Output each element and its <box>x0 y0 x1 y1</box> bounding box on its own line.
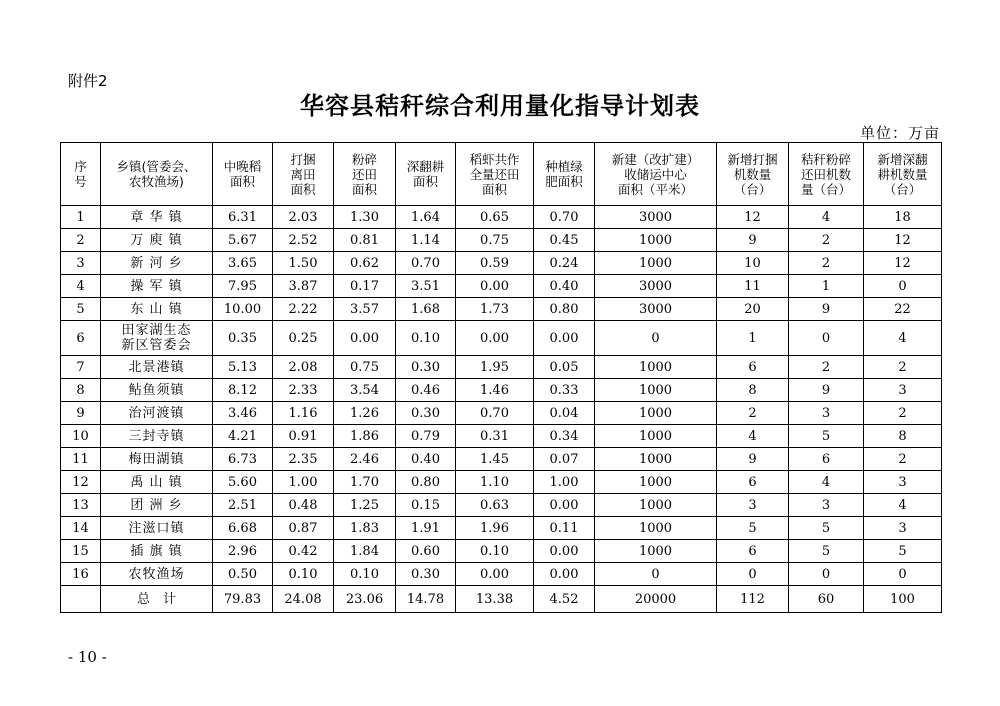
cell-deep-plough-area: 0.30 <box>396 563 456 586</box>
cell-rice-area: 2.51 <box>213 494 273 517</box>
total-town: 总 计 <box>101 586 213 613</box>
cell-deep-plough-area: 0.30 <box>396 356 456 379</box>
cell-rice-shrimp-area: 0.00 <box>456 321 534 356</box>
cell-rice-area: 8.12 <box>213 379 273 402</box>
cell-green-manure-area: 0.80 <box>534 298 595 321</box>
cell-deep-plough-area: 0.46 <box>396 379 456 402</box>
cell-town: 万 庾 镇 <box>101 229 213 252</box>
cell-town: 禹 山 镇 <box>101 471 213 494</box>
cell-crush-area: 1.86 <box>334 425 396 448</box>
cell-crusher-count: 4 <box>789 471 864 494</box>
header-plough-count: 新增深翻 耕机数量 （台） <box>864 143 942 206</box>
cell-baler-count: 12 <box>717 206 789 229</box>
cell-green-manure-area: 0.00 <box>534 321 595 356</box>
cell-town: 东 山 镇 <box>101 298 213 321</box>
cell-town: 插 旗 镇 <box>101 540 213 563</box>
cell-town: 农牧渔场 <box>101 563 213 586</box>
cell-crush-area: 3.57 <box>334 298 396 321</box>
cell-baler-count: 9 <box>717 229 789 252</box>
cell-baler-count: 9 <box>717 448 789 471</box>
total-rice-shrimp-area: 13.38 <box>456 586 534 613</box>
cell-plough-count: 3 <box>864 471 942 494</box>
cell-baler-count: 6 <box>717 356 789 379</box>
table-row <box>61 356 942 379</box>
cell-plough-count: 2 <box>864 356 942 379</box>
cell-plough-count: 18 <box>864 206 942 229</box>
cell-deep-plough-area: 0.40 <box>396 448 456 471</box>
cell-crush-area: 1.84 <box>334 540 396 563</box>
attachment-label: 附件2 <box>68 72 108 90</box>
page-title: 华容县秸秆综合利用量化指导计划表 <box>300 92 700 120</box>
cell-seq: 5 <box>61 298 101 321</box>
cell-baler-count: 6 <box>717 540 789 563</box>
cell-crush-area: 0.81 <box>334 229 396 252</box>
cell-baler-count: 1 <box>717 321 789 356</box>
cell-green-manure-area: 0.00 <box>534 540 595 563</box>
header-rice-shrimp-area: 稻虾共作 全量还田 面积 <box>456 143 534 206</box>
cell-baler-count: 4 <box>717 425 789 448</box>
cell-storage-center: 1000 <box>595 494 717 517</box>
cell-seq: 8 <box>61 379 101 402</box>
cell-plough-count: 4 <box>864 494 942 517</box>
table-row <box>61 448 942 471</box>
cell-town: 注滋口镇 <box>101 517 213 540</box>
cell-baling-area: 2.08 <box>273 356 334 379</box>
cell-plough-count: 2 <box>864 448 942 471</box>
cell-rice-shrimp-area: 0.00 <box>456 275 534 298</box>
cell-rice-shrimp-area: 0.59 <box>456 252 534 275</box>
table-row <box>61 425 942 448</box>
cell-baling-area: 2.35 <box>273 448 334 471</box>
cell-green-manure-area: 0.70 <box>534 206 595 229</box>
cell-baling-area: 1.16 <box>273 402 334 425</box>
cell-plough-count: 22 <box>864 298 942 321</box>
cell-crush-area: 1.70 <box>334 471 396 494</box>
cell-crush-area: 0.00 <box>334 321 396 356</box>
cell-baler-count: 3 <box>717 494 789 517</box>
cell-rice-shrimp-area: 1.95 <box>456 356 534 379</box>
cell-baling-area: 1.50 <box>273 252 334 275</box>
total-row <box>61 586 942 613</box>
total-green-manure-area: 4.52 <box>534 586 595 613</box>
cell-storage-center: 0 <box>595 563 717 586</box>
cell-baling-area: 2.33 <box>273 379 334 402</box>
cell-rice-area: 3.46 <box>213 402 273 425</box>
cell-deep-plough-area: 1.64 <box>396 206 456 229</box>
cell-crusher-count: 9 <box>789 298 864 321</box>
total-rice-area: 79.83 <box>213 586 273 613</box>
cell-green-manure-area: 1.00 <box>534 471 595 494</box>
cell-crusher-count: 4 <box>789 206 864 229</box>
cell-crush-area: 1.25 <box>334 494 396 517</box>
table-row <box>61 517 942 540</box>
cell-deep-plough-area: 0.15 <box>396 494 456 517</box>
cell-rice-shrimp-area: 0.00 <box>456 563 534 586</box>
cell-deep-plough-area: 0.30 <box>396 402 456 425</box>
table-row <box>61 321 942 356</box>
header-storage-center: 新建（改扩建） 收储运中心 面积（平米） <box>595 143 717 206</box>
cell-rice-area: 6.73 <box>213 448 273 471</box>
cell-baler-count: 0 <box>717 563 789 586</box>
table-row <box>61 252 942 275</box>
cell-green-manure-area: 0.45 <box>534 229 595 252</box>
table-row <box>61 379 942 402</box>
cell-baling-area: 2.03 <box>273 206 334 229</box>
cell-baling-area: 2.22 <box>273 298 334 321</box>
cell-seq: 12 <box>61 471 101 494</box>
cell-seq: 9 <box>61 402 101 425</box>
table-row <box>61 494 942 517</box>
cell-rice-area: 4.21 <box>213 425 273 448</box>
table-row <box>61 298 942 321</box>
cell-crush-area: 2.46 <box>334 448 396 471</box>
cell-storage-center: 1000 <box>595 540 717 563</box>
table-row <box>61 402 942 425</box>
cell-rice-shrimp-area: 0.10 <box>456 540 534 563</box>
cell-plough-count: 8 <box>864 425 942 448</box>
cell-storage-center: 1000 <box>595 402 717 425</box>
cell-seq: 1 <box>61 206 101 229</box>
cell-crush-area: 0.75 <box>334 356 396 379</box>
cell-deep-plough-area: 3.51 <box>396 275 456 298</box>
cell-town: 治河渡镇 <box>101 402 213 425</box>
cell-baling-area: 1.00 <box>273 471 334 494</box>
cell-rice-shrimp-area: 0.63 <box>456 494 534 517</box>
cell-crusher-count: 0 <box>789 321 864 356</box>
cell-rice-shrimp-area: 0.31 <box>456 425 534 448</box>
cell-plough-count: 0 <box>864 275 942 298</box>
cell-seq: 11 <box>61 448 101 471</box>
cell-storage-center: 3000 <box>595 298 717 321</box>
cell-green-manure-area: 0.33 <box>534 379 595 402</box>
header-green-manure-area: 种植绿 肥面积 <box>534 143 595 206</box>
cell-baling-area: 0.91 <box>273 425 334 448</box>
table-row <box>61 540 942 563</box>
cell-seq: 16 <box>61 563 101 586</box>
cell-crusher-count: 5 <box>789 425 864 448</box>
header-crusher-count: 秸秆粉碎 还田机数 量（台） <box>789 143 864 206</box>
cell-rice-area: 2.96 <box>213 540 273 563</box>
cell-rice-area: 6.68 <box>213 517 273 540</box>
cell-green-manure-area: 0.11 <box>534 517 595 540</box>
header-seq: 序 号 <box>61 143 101 206</box>
cell-deep-plough-area: 0.10 <box>396 321 456 356</box>
table-row <box>61 206 942 229</box>
cell-plough-count: 12 <box>864 229 942 252</box>
cell-baling-area: 0.10 <box>273 563 334 586</box>
cell-town: 三封寺镇 <box>101 425 213 448</box>
cell-rice-area: 3.65 <box>213 252 273 275</box>
cell-seq: 6 <box>61 321 101 356</box>
total-baling-area: 24.08 <box>273 586 334 613</box>
cell-rice-area: 10.00 <box>213 298 273 321</box>
cell-crusher-count: 6 <box>789 448 864 471</box>
cell-seq: 2 <box>61 229 101 252</box>
cell-town: 田家湖生态 新区管委会 <box>101 321 213 356</box>
total-seq <box>61 586 101 613</box>
cell-town: 操 军 镇 <box>101 275 213 298</box>
cell-crusher-count: 0 <box>789 563 864 586</box>
cell-rice-area: 6.31 <box>213 206 273 229</box>
cell-crusher-count: 1 <box>789 275 864 298</box>
cell-plough-count: 3 <box>864 517 942 540</box>
cell-crush-area: 0.17 <box>334 275 396 298</box>
cell-green-manure-area: 0.04 <box>534 402 595 425</box>
cell-baler-count: 6 <box>717 471 789 494</box>
header-baler-count: 新增打捆 机数量 （台） <box>717 143 789 206</box>
total-baler-count: 112 <box>717 586 789 613</box>
cell-crusher-count: 3 <box>789 494 864 517</box>
cell-crusher-count: 9 <box>789 379 864 402</box>
cell-plough-count: 2 <box>864 402 942 425</box>
cell-crusher-count: 2 <box>789 229 864 252</box>
total-plough-count: 100 <box>864 586 942 613</box>
cell-baler-count: 5 <box>717 517 789 540</box>
cell-seq: 13 <box>61 494 101 517</box>
cell-crush-area: 1.83 <box>334 517 396 540</box>
total-crush-area: 23.06 <box>334 586 396 613</box>
cell-baling-area: 2.52 <box>273 229 334 252</box>
cell-rice-shrimp-area: 0.65 <box>456 206 534 229</box>
cell-crush-area: 0.10 <box>334 563 396 586</box>
cell-seq: 7 <box>61 356 101 379</box>
cell-storage-center: 3000 <box>595 206 717 229</box>
cell-crusher-count: 5 <box>789 540 864 563</box>
table-row <box>61 275 942 298</box>
cell-baler-count: 2 <box>717 402 789 425</box>
cell-crush-area: 1.30 <box>334 206 396 229</box>
cell-green-manure-area: 0.07 <box>534 448 595 471</box>
cell-green-manure-area: 0.05 <box>534 356 595 379</box>
table-row <box>61 563 942 586</box>
cell-rice-area: 5.13 <box>213 356 273 379</box>
cell-deep-plough-area: 1.14 <box>396 229 456 252</box>
cell-plough-count: 4 <box>864 321 942 356</box>
cell-plough-count: 12 <box>864 252 942 275</box>
cell-crusher-count: 2 <box>789 252 864 275</box>
cell-storage-center: 1000 <box>595 356 717 379</box>
cell-baling-area: 0.48 <box>273 494 334 517</box>
cell-rice-shrimp-area: 1.96 <box>456 517 534 540</box>
cell-town: 章 华 镇 <box>101 206 213 229</box>
cell-deep-plough-area: 1.68 <box>396 298 456 321</box>
cell-crusher-count: 3 <box>789 402 864 425</box>
cell-town: 梅田湖镇 <box>101 448 213 471</box>
cell-rice-shrimp-area: 1.46 <box>456 379 534 402</box>
cell-rice-shrimp-area: 1.10 <box>456 471 534 494</box>
cell-crush-area: 3.54 <box>334 379 396 402</box>
cell-green-manure-area: 0.34 <box>534 425 595 448</box>
cell-crush-area: 1.26 <box>334 402 396 425</box>
cell-rice-area: 0.35 <box>213 321 273 356</box>
unit-label: 单位：万亩 <box>859 124 940 142</box>
cell-rice-area: 5.60 <box>213 471 273 494</box>
cell-green-manure-area: 0.24 <box>534 252 595 275</box>
cell-seq: 14 <box>61 517 101 540</box>
cell-rice-area: 0.50 <box>213 563 273 586</box>
cell-storage-center: 1000 <box>595 229 717 252</box>
cell-plough-count: 0 <box>864 563 942 586</box>
cell-rice-shrimp-area: 1.45 <box>456 448 534 471</box>
total-deep-plough-area: 14.78 <box>396 586 456 613</box>
cell-storage-center: 3000 <box>595 275 717 298</box>
cell-green-manure-area: 0.40 <box>534 275 595 298</box>
table-row <box>61 229 942 252</box>
cell-green-manure-area: 0.00 <box>534 494 595 517</box>
cell-green-manure-area: 0.00 <box>534 563 595 586</box>
cell-storage-center: 1000 <box>595 471 717 494</box>
page-number: - 10 - <box>68 648 107 666</box>
cell-deep-plough-area: 1.91 <box>396 517 456 540</box>
cell-crusher-count: 2 <box>789 356 864 379</box>
cell-deep-plough-area: 0.60 <box>396 540 456 563</box>
cell-seq: 10 <box>61 425 101 448</box>
cell-rice-shrimp-area: 0.70 <box>456 402 534 425</box>
table-row <box>61 471 942 494</box>
cell-storage-center: 1000 <box>595 379 717 402</box>
cell-baler-count: 10 <box>717 252 789 275</box>
header-row <box>61 143 942 206</box>
cell-rice-area: 5.67 <box>213 229 273 252</box>
cell-baling-area: 3.87 <box>273 275 334 298</box>
cell-storage-center: 1000 <box>595 448 717 471</box>
cell-rice-area: 7.95 <box>213 275 273 298</box>
cell-plough-count: 3 <box>864 379 942 402</box>
cell-deep-plough-area: 0.80 <box>396 471 456 494</box>
cell-seq: 3 <box>61 252 101 275</box>
header-rice-area: 中晚稻 面积 <box>213 143 273 206</box>
cell-plough-count: 5 <box>864 540 942 563</box>
cell-storage-center: 1000 <box>595 425 717 448</box>
cell-town: 团 洲 乡 <box>101 494 213 517</box>
header-crush-area: 粉碎 还田 面积 <box>334 143 396 206</box>
cell-town: 北景港镇 <box>101 356 213 379</box>
cell-town: 新 河 乡 <box>101 252 213 275</box>
cell-rice-shrimp-area: 0.75 <box>456 229 534 252</box>
cell-baling-area: 0.42 <box>273 540 334 563</box>
total-crusher-count: 60 <box>789 586 864 613</box>
cell-town: 鲇鱼须镇 <box>101 379 213 402</box>
cell-rice-shrimp-area: 1.73 <box>456 298 534 321</box>
total-storage-center: 20000 <box>595 586 717 613</box>
header-baling-area: 打捆 离田 面积 <box>273 143 334 206</box>
header-town: 乡镇(管委会、 农牧渔场) <box>101 143 213 206</box>
cell-baler-count: 11 <box>717 275 789 298</box>
cell-seq: 4 <box>61 275 101 298</box>
cell-baling-area: 0.25 <box>273 321 334 356</box>
cell-deep-plough-area: 0.70 <box>396 252 456 275</box>
cell-baler-count: 20 <box>717 298 789 321</box>
cell-crusher-count: 5 <box>789 517 864 540</box>
cell-deep-plough-area: 0.79 <box>396 425 456 448</box>
cell-storage-center: 0 <box>595 321 717 356</box>
cell-seq: 15 <box>61 540 101 563</box>
cell-storage-center: 1000 <box>595 252 717 275</box>
header-deep-plough-area: 深翻耕 面积 <box>396 143 456 206</box>
cell-crush-area: 0.62 <box>334 252 396 275</box>
plan-table <box>60 142 942 613</box>
cell-baler-count: 8 <box>717 379 789 402</box>
cell-storage-center: 1000 <box>595 517 717 540</box>
cell-baling-area: 0.87 <box>273 517 334 540</box>
